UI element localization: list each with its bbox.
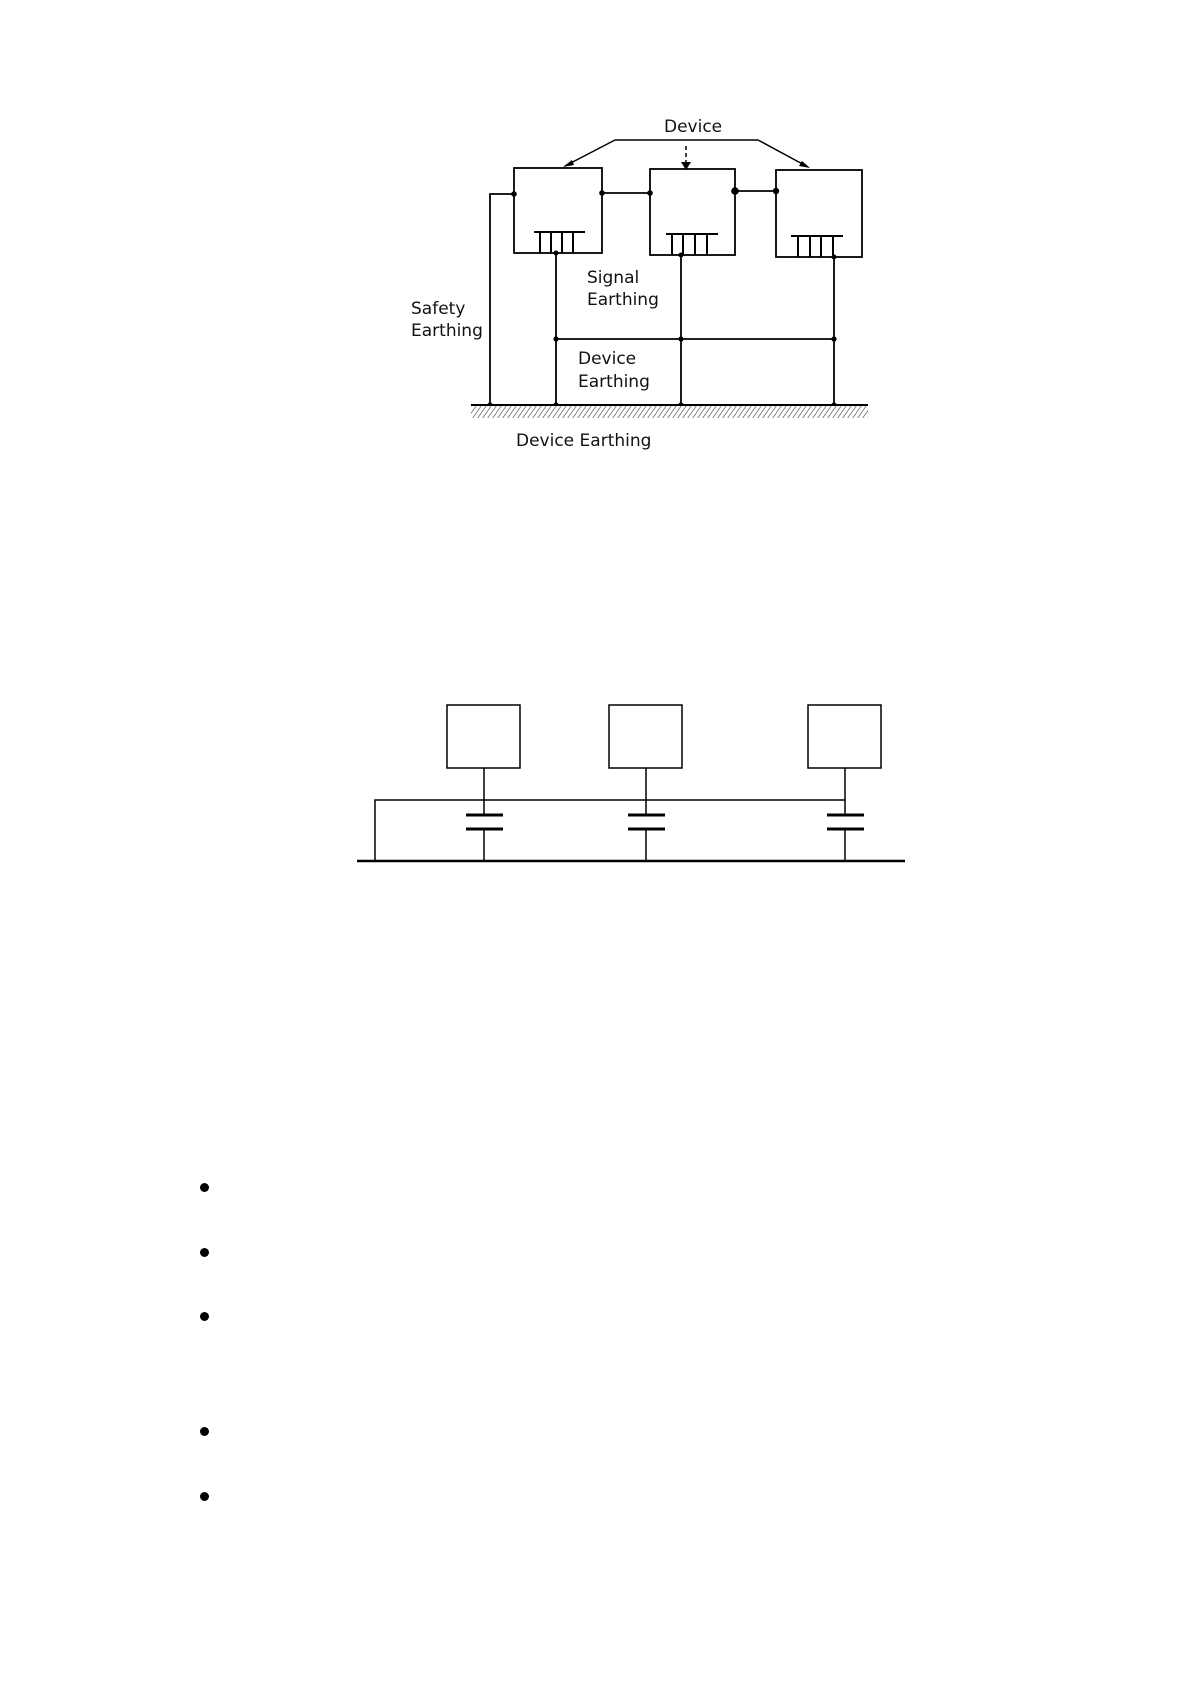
label-device-top: Device (664, 117, 723, 137)
bullet-dot (200, 1312, 209, 1321)
cap-device-box-3 (808, 705, 881, 768)
arrowhead-right (799, 161, 810, 168)
safety-earthing-wire (490, 194, 514, 405)
bullet-dot (200, 1248, 209, 1257)
capacitors (466, 815, 864, 829)
label-safety-earthing-2: Earthing (411, 321, 483, 341)
ground-plane (471, 405, 868, 418)
list-item (200, 1183, 210, 1193)
device-box-3 (776, 170, 862, 257)
label-device-earthing-1: Device (578, 349, 637, 369)
bullet-dot (200, 1427, 209, 1436)
cap-wires (375, 768, 845, 860)
capacitor-1 (466, 815, 503, 829)
list-item (200, 1312, 210, 1322)
cap-device-box-2 (609, 705, 682, 768)
list-item (200, 1492, 210, 1502)
label-device-earthing-2: Earthing (578, 372, 650, 392)
figure-capacitor-earthing (357, 705, 905, 861)
cap-device-boxes (447, 705, 881, 768)
figure-earthing-system (411, 117, 868, 451)
device-box-2 (650, 169, 735, 255)
label-device-earthing-bottom: Device Earthing (516, 431, 652, 451)
bullet-dot (200, 1492, 209, 1501)
bullet-dot (200, 1183, 209, 1192)
label-signal-earthing-1: Signal (587, 268, 640, 288)
device-box-1 (514, 168, 602, 253)
cap-signal-bus (375, 800, 845, 860)
capacitor-2 (628, 815, 665, 829)
arrowhead-left (563, 160, 574, 167)
pointer-right (758, 140, 808, 167)
cap-device-box-1 (447, 705, 520, 768)
label-signal-earthing-2: Earthing (587, 290, 659, 310)
list-item (200, 1248, 210, 1258)
list-item (200, 1427, 210, 1437)
capacitor-3 (827, 815, 864, 829)
label-safety-earthing-1: Safety (411, 299, 466, 319)
